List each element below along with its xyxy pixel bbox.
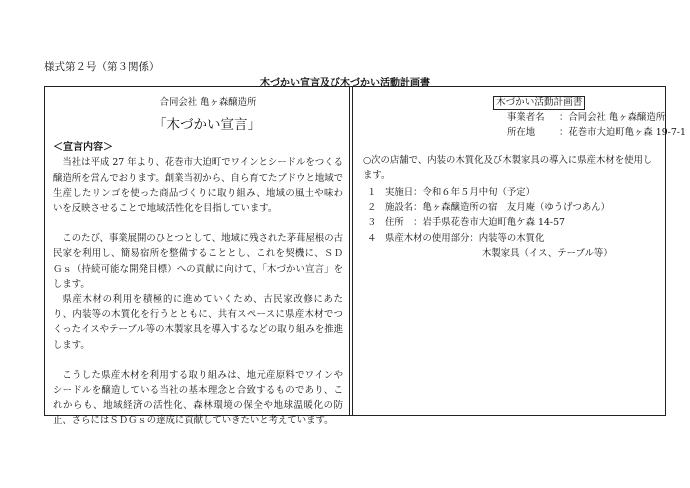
declaration-heading: 「木づかい宣言」 xyxy=(153,117,261,134)
document-title: 木づかい宣言及び木づかい活動計画書 xyxy=(260,78,430,89)
address-value: 花巻市大迫町亀ヶ森 19-7-1 xyxy=(568,127,686,139)
plan-column xyxy=(363,95,686,261)
address-row: 所在地 ：花巻市大迫町亀ヶ森 19-7-1 xyxy=(507,125,659,140)
declaration-company: 合同会社 亀ヶ森醸造所 xyxy=(159,97,257,108)
plan-item xyxy=(363,185,659,200)
plan-item-text: 県産木材の使用部分：内装等の木質化 xyxy=(385,232,545,244)
business-name-row: 事業者名 ：合同会社 亀ヶ森醸造所 xyxy=(507,110,659,125)
declaration-paragraph-3: 県産木材の利用を積極的に進めていくため、古民家改修にあたり、内装等の木質化を行うとともに、共有スペースに県産木材でつくったイスやテーブル等の木製家具を導入するなどの取り組みを推進します。 xyxy=(53,294,343,351)
declaration-paragraph-1: 当社は平成 27 年より、花巻市大迫町でワインとシードルをつくる醸造所を営んでおります。創業当初から、自ら育てたブドウと地域で生産したリンゴを使った商品づくりに取り組み、地域の風土や味わいを反映させることで地域活性化を目指しています。 xyxy=(53,157,343,215)
plan-item-number: ２ xyxy=(367,202,377,214)
plan-item-number: １ xyxy=(367,187,377,199)
business-name-label: 事業者名 xyxy=(507,112,545,124)
plan-title: 木づかい活動計画書 xyxy=(493,96,585,110)
plan-intro: ○次の店舗で、内装の木質化及び木製家具の導入に県産木材を使用します。 xyxy=(363,154,653,181)
declaration-paragraph-4: こうした県産木材を利用する取り組みは、地元産原料でワインやシードルを醸造している当社の基本理念と合致するものであり、これからも、地域経済の活性化、森林環境の保全や地球温暖化の防止、さらにはＳＤＧｓの達成に貢献していきたいと考えています。 xyxy=(53,369,343,427)
declaration-paragraph-2: このたび、事業展開のひとつとして、地域に残された茅葺屋根の古民家を利用し、簡易宿所を整備することとし、これを契機に、ＳＤＧｓ（持続可能な開発目標）への貢献に向けて、「木づかい宣言」をします。 xyxy=(53,233,343,290)
plan-item xyxy=(363,215,659,230)
plan-item xyxy=(363,231,659,246)
plan-item-continued: 木製家具（イス、テーブル等） xyxy=(482,247,613,259)
plan-item xyxy=(363,200,659,215)
plan-meta xyxy=(507,110,686,140)
form-table xyxy=(44,86,686,427)
business-name-value: 合同会社 亀ヶ森醸造所 xyxy=(568,112,666,124)
form-number: 様式第２号（第３関係） xyxy=(44,61,160,73)
declaration-column xyxy=(53,95,343,429)
plan-items xyxy=(363,185,659,261)
column-divider-inner xyxy=(352,87,353,415)
plan-item-number: ３ xyxy=(367,217,377,229)
address-label: 所在地 xyxy=(507,127,536,139)
plan-item-text: 実施日：令和６年５月中旬（予定） xyxy=(385,187,536,199)
plan-item-text: 施設名：亀ヶ森醸造所の宿 友月庵（ゆうげつあん） xyxy=(385,202,611,214)
declaration-section-label: ＜宣言内容＞ xyxy=(53,142,113,154)
plan-item-text: 住所 ：岩手県花巻市大迫町亀ケ森 14-57 xyxy=(385,217,566,229)
plan-item-number: ４ xyxy=(367,232,377,244)
column-divider xyxy=(349,87,350,415)
